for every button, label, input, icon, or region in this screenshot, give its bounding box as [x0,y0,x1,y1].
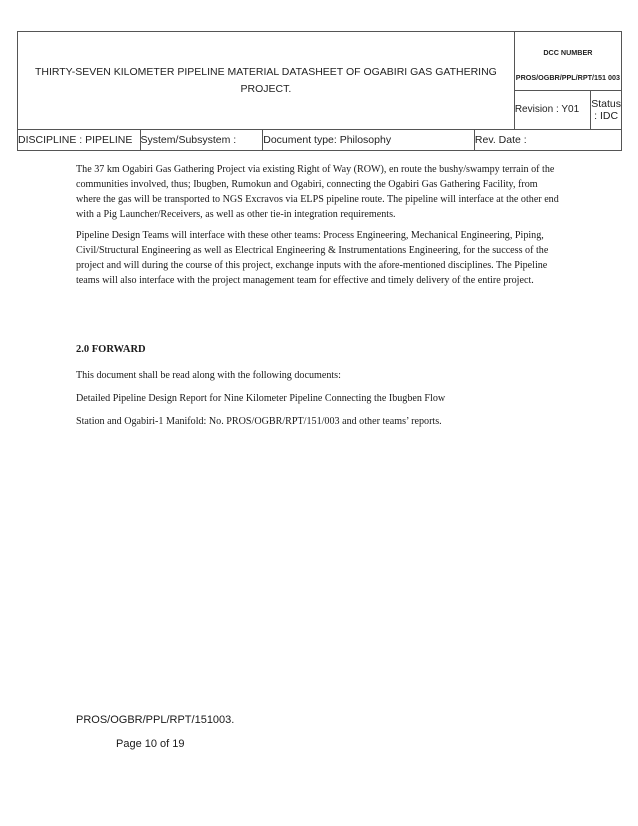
paragraph-project-overview: The 37 km Ogabiri Gas Gathering Project via existing Right of Way (ROW), en route the bushy/swampy terrain of the communities involved, thus; Ibugben, Rumokun and Ogabiri, connecting the Ogabiri Gas Gathering Facility, from where the gas will be transported to NGS Excravos via ELPS pipeline route. The pipeline will interface at the other end with a Pig Launcher/Receivers, as well as other tie-in integration requirements. [76,164,559,220]
forward-reference-line-1: Detailed Pipeline Design Report for Nine Kilometer Pipeline Connecting the Ibugben Flow [76,393,446,404]
document-header-table [17,31,622,151]
body-text [76,162,564,288]
paragraph-design-teams: Pipeline Design Teams will interface with these other teams: Process Engineering, Mechanical Engineering, Piping, Civil/Structural Engineering as well as Electrical Engineering & Instrumentations Engineering, for the success of the project and will during the course of this project, exchange inputs with the afore-mentioned disciplines. The Pipeline teams will also interface with the project management team for effective and timely delivery of the entire project. [76,230,549,286]
dcc-label: DCC NUMBER [543,48,593,57]
document-title: THIRTY-SEVEN KILOMETER PIPELINE MATERIAL DATASHEET OF OGABIRI GAS GATHERING PROJECT. [18,32,515,130]
forward-reference-line-2: Station and Ogabiri-1 Manifold: No. PROS/OGBR/RPT/151/003 and other teams’ reports. [76,416,442,427]
revision: Revision : Y01 [514,91,590,130]
document-type: Document type: Philosophy [263,130,475,151]
footer-document-code: PROS/OGBR/PPL/RPT/151003. [76,714,235,726]
section-title-forward: 2.0 FORWARD [76,344,146,355]
page-number: Page 10 of 19 [116,738,185,750]
dcc-number-cell [514,32,621,91]
status: Status : IDC [591,91,622,130]
forward-intro-line: This document shall be read along with the following documents: [76,370,341,381]
system-subsystem: System/Subsystem : [140,130,263,151]
dcc-number: PROS/OGBR/PPL/RPT/151 003 [515,73,621,82]
revision-date: Rev. Date : [474,130,621,151]
discipline: DISCIPLINE : PIPELINE [18,130,141,151]
